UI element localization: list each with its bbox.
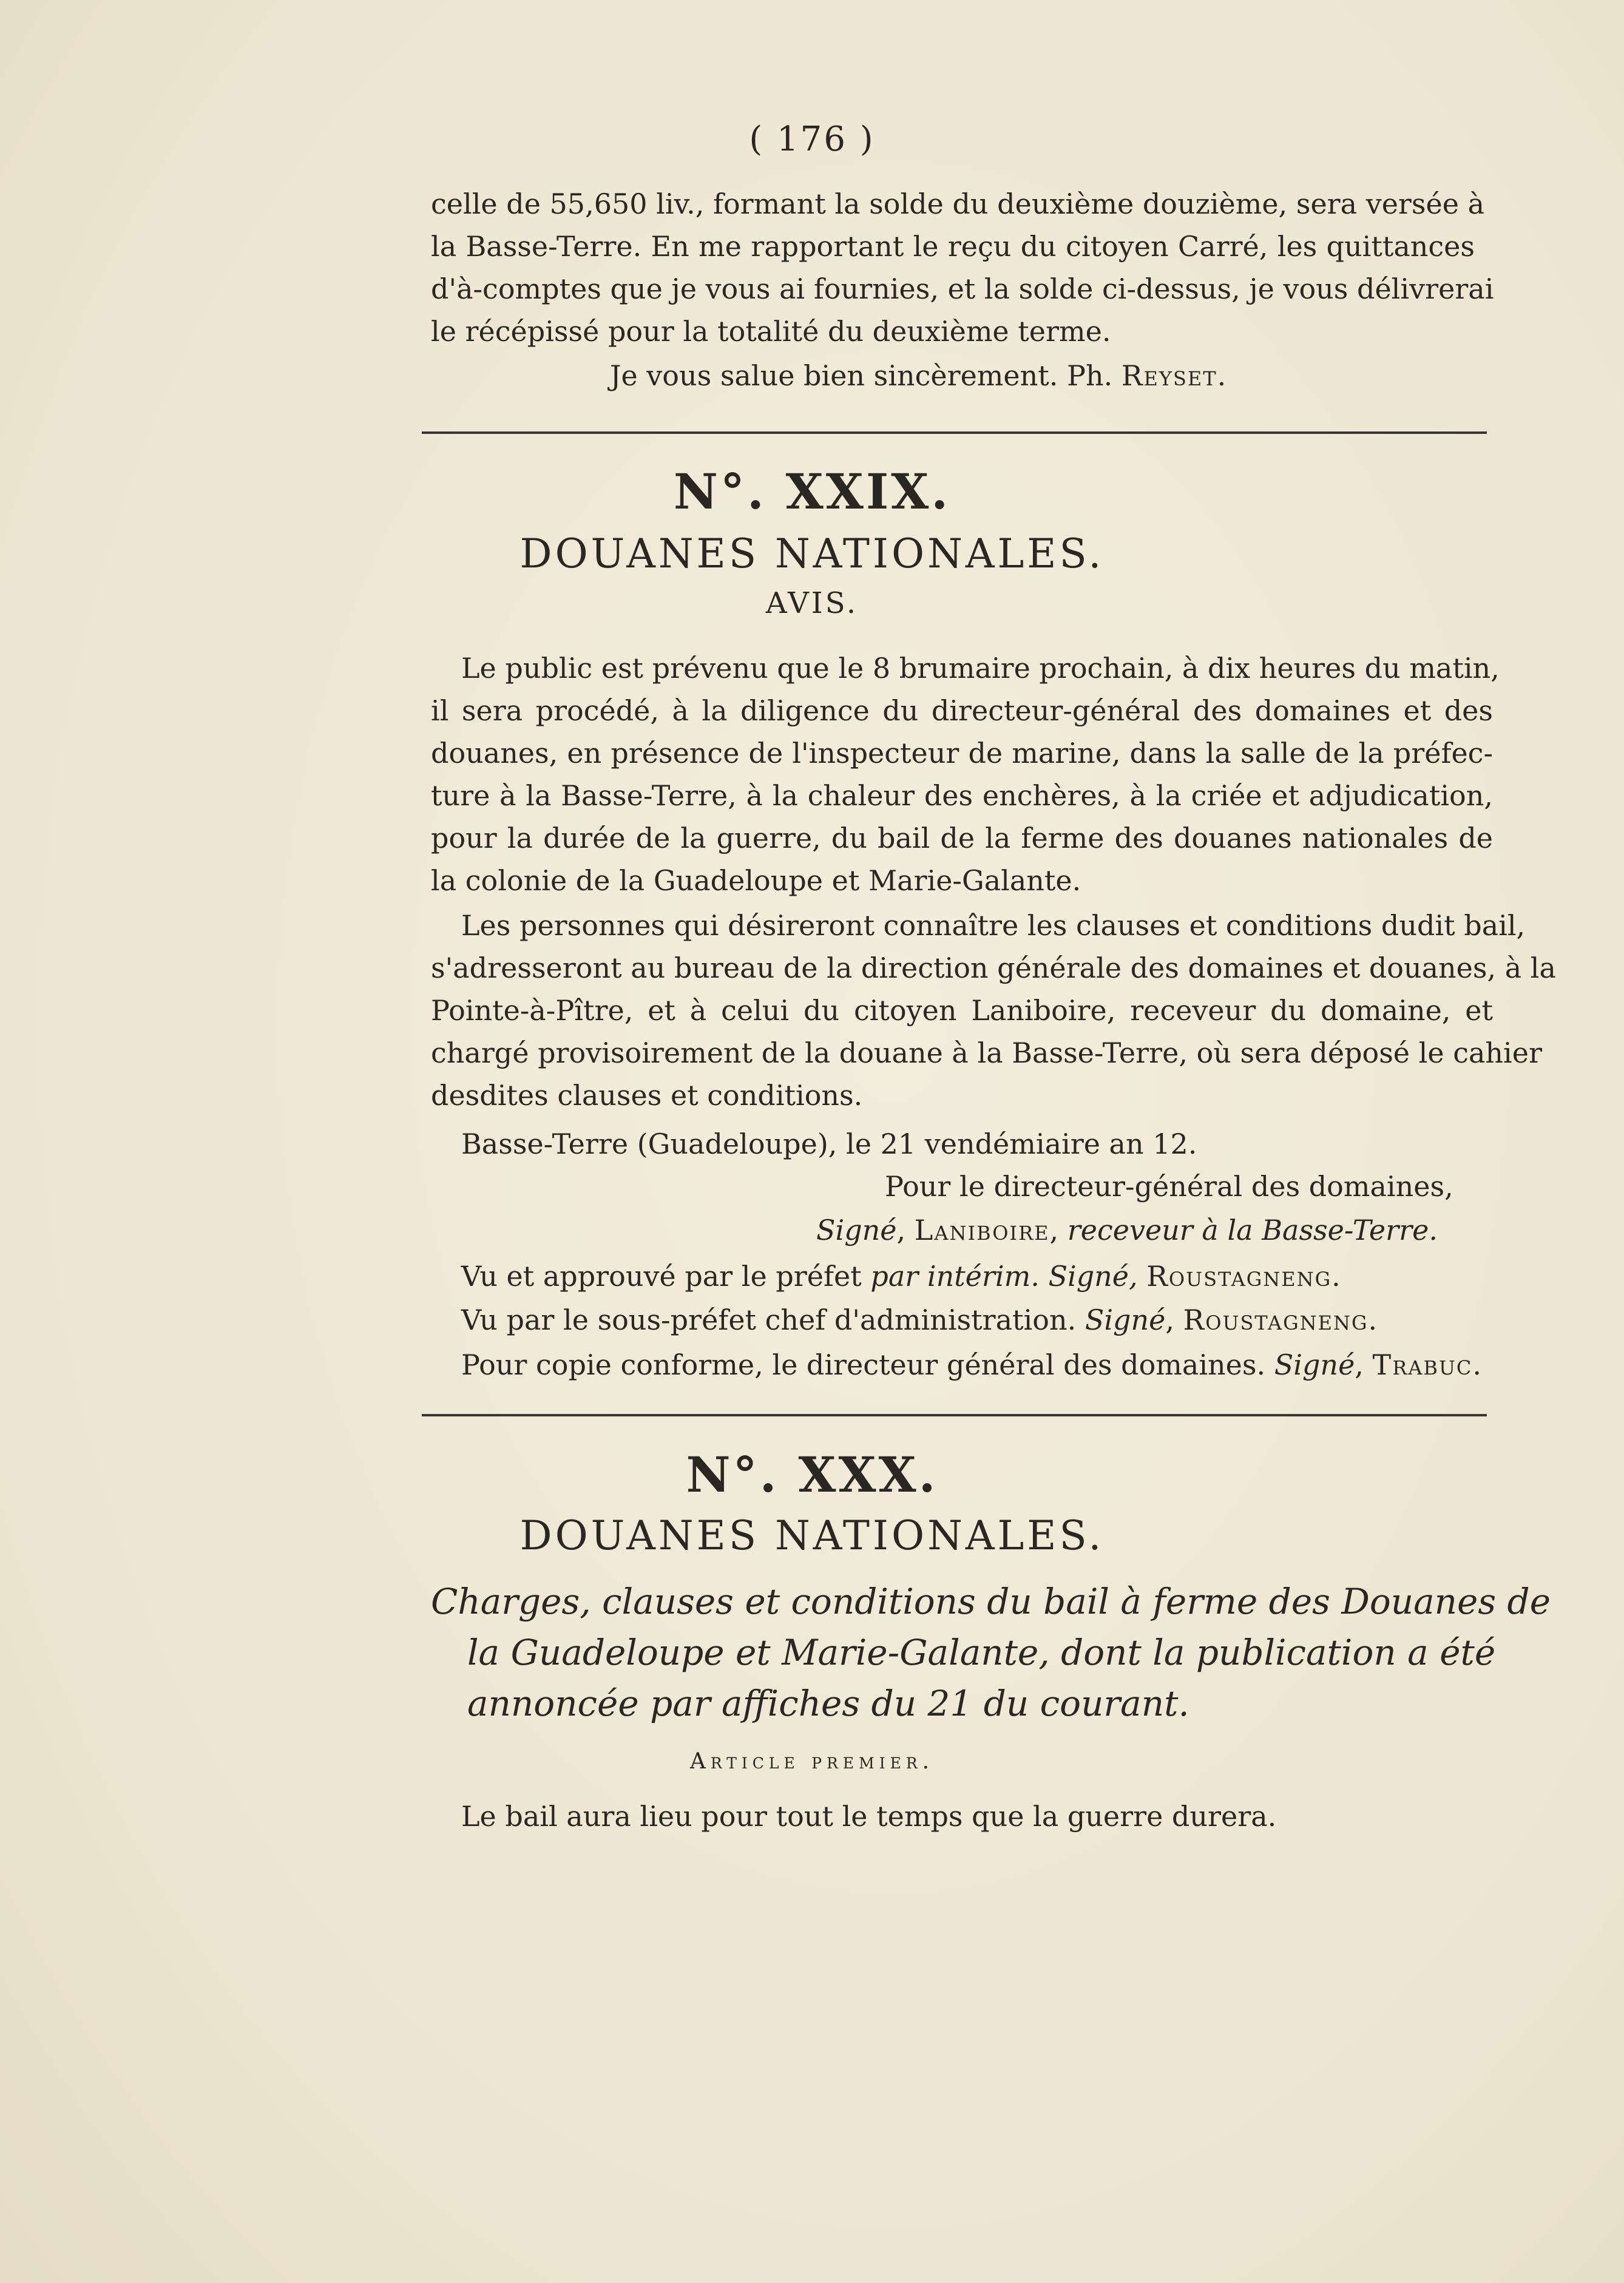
approval-italic: par intérim. Signé, (870, 1260, 1138, 1293)
date-line: Basse-Terre (Guadeloupe), le 21 vendémiaire an 12. (461, 1128, 1197, 1160)
section-divider (422, 431, 1487, 434)
paragraph-line: Le public est prévenu que le 8 brumaire prochain, à dix heures du matin, (461, 652, 1500, 685)
signe-label: Signé (816, 1214, 897, 1246)
signer-name: Laniboire (914, 1214, 1050, 1246)
paragraph-line: s'adresseront au bureau de la direction générale des domaines et douanes, à la (431, 952, 1556, 984)
approval-text: Pour copie conforme, le directeur général des domaines. (461, 1348, 1266, 1381)
top-text-line: la Basse-Terre. En me rapportant le reçu du citoyen Carré, les quittances (431, 230, 1475, 263)
salutation-text: Je vous salue bien sincèrement. Ph. (610, 359, 1113, 392)
approver-name: Roustagneng. (1183, 1304, 1379, 1336)
section-number: N°. XXX. (686, 1446, 938, 1503)
charges-line: Charges, clauses et conditions du bail à ferme des Douanes de (431, 1581, 1551, 1622)
paragraph-line: Les personnes qui désireront connaître les clauses et conditions dudit bail, (461, 909, 1526, 942)
page-number: ( 176 ) (749, 120, 875, 159)
top-text-line: le récépissé pour la totalité du deuxième terme. (431, 315, 1111, 348)
charges-line: annoncée par affiches du 21 du courant. (467, 1683, 1189, 1724)
approval-text: Vu et approuvé par le préfet (461, 1260, 862, 1293)
section-number: N°. XXIX. (673, 463, 951, 520)
paragraph-line: chargé provisoirement de la douane à la Basse-Terre, où sera déposé le cahier (431, 1037, 1542, 1069)
article-heading: Article premier. (689, 1749, 935, 1774)
approver-name: Trabuc. (1372, 1348, 1483, 1381)
section-heading: DOUANES NATIONALES. (519, 1512, 1105, 1559)
approval-line: Pour copie conforme, le directeur général des domaines. Signé, Trabuc. (461, 1348, 1483, 1381)
section-subheading: AVIS. (765, 586, 859, 620)
top-text-line: d'à-comptes que je vous ai fournies, et la solde ci-dessus, je vous délivrerai (431, 272, 1494, 305)
approval-italic: Signé (1084, 1304, 1166, 1336)
paragraph-line: douanes, en présence de l'inspecteur de marine, dans la salle de la préfec- (431, 737, 1493, 769)
paragraph-line: desdites clauses et conditions. (431, 1079, 863, 1112)
paragraph-line: pour la durée de la guerre, du bail de la ferme des douanes nationales de (431, 822, 1493, 854)
signer-name: Reyset. (1121, 359, 1228, 392)
paragraph-line: la colonie de la Guadeloupe et Marie-Galante. (431, 864, 1081, 897)
approval-line: Vu par le sous-préfet chef d'administration. Signé, Roustagneng. (461, 1304, 1379, 1336)
approval-text: Vu par le sous-préfet chef d'administration. (461, 1304, 1077, 1336)
section-heading: DOUANES NATIONALES. (519, 530, 1105, 577)
approval-line (461, 1260, 1342, 1293)
top-text-line: celle de 55,650 liv., formant la solde du deuxième douzième, sera versée à (431, 188, 1485, 220)
section-divider (422, 1414, 1487, 1416)
charges-line: la Guadeloupe et Marie-Galante, dont la publication a été (467, 1632, 1496, 1673)
approval-italic: Signé (1274, 1348, 1355, 1381)
approver-name: Roustagneng. (1146, 1260, 1342, 1293)
signature-line: Signé, Laniboire, receveur à la Basse-Terre. (816, 1214, 1438, 1246)
signer-role: receveur à la Basse-Terre. (1067, 1214, 1438, 1246)
paragraph-line: ture à la Basse-Terre, à la chaleur des enchères, à la criée et adjudication, (431, 779, 1493, 812)
paragraph-line: il sera procédé, à la diligence du directeur-général des domaines et des (431, 694, 1493, 727)
paragraph-line: Pointe-à-Pître, et à celui du citoyen Laniboire, receveur du domaine, et (431, 994, 1493, 1027)
pour-line: Pour le directeur-général des domaines, (885, 1170, 1453, 1203)
salutation (610, 359, 1228, 392)
article-text: Le bail aura lieu pour tout le temps que la guerre durera. (461, 1800, 1277, 1833)
